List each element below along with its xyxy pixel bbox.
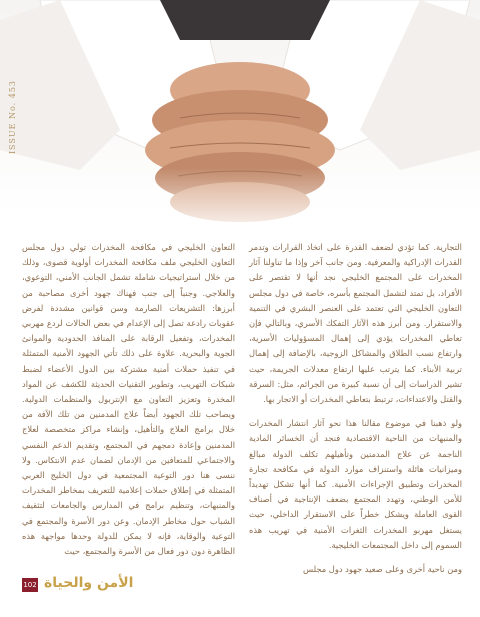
article-column-left [22, 240, 235, 568]
page-number-badge: 102 [22, 578, 38, 592]
issue-label: ISSUE No. 453 [8, 80, 17, 155]
magazine-logo-text: الأمن والحياة [44, 575, 134, 591]
hands-photo [0, 0, 480, 240]
paragraph: ومن ناحية أخرى وعلى صعيد جهود دول مجلس [303, 564, 462, 575]
stacked-hands-illustration [0, 0, 480, 240]
paragraph: ولو ذهبنا في موضوع مقالنا هذا نحو آثار انتشار المخدرات والمنبهات من الناحية الاقتصادية فنجد أن الخسائر المادية الناجمة عن علاج المدمنين وتأهيلهم تكلف الدولة مبالغ وميزانيات هائلة واستنزاف موارد الدولة في مكافحة تجارة المخدرات وتطبيق الإجراءات الأمنية. كما أنها تشكل تهديداً للأمن الوطني، وتهدد المجتمع بضعف الإنتاجية في أصناف القوى العاملة ويشكل خطراً على الاستقرار الداخلي، حيث يستغل مهربو المخدرات الثغرات الأمنية في تهريب هذه السموم إلى داخل المجتمعات الخليجية. [249, 418, 462, 550]
paragraph: التعاون الخليجي في مكافحة المخدرات تولي دول مجلس التعاون الخليجي ملف مكافحة المخدرات أولوية قصوى، وذلك من خلال استراتيجيات شاملة تشمل الجانب الأمني، التوعوي، والعلاجي. وجنباً إلى جنب فهناك جهود أخرى مصاحبة من أبرزها: التشريعات الصارمة وسن قوانين مشددة لفرض عقوبات رادعة تصل إلى الإعدام في بعض الحالات لردع مهربي المخدرات، وتفعيل الرقابة على المنافذ الحدودية والموانئ الجوية والبحرية. علاوة على ذلك تأتي الجهود الأمنية المتمثلة في تنفيذ حملات أمنية مشتركة بين الدول الأعضاء لضبط شبكات التهريب، وتطوير التقنيات الحديثة للكشف عن المواد المخدرة وتعزيز التعاون مع الإنتربول والمنظمات الدولية. ويصاحب تلك الجهود أيضاً علاج المدمنين من تلك الآفة من خلال برامج العلاج والتأهيل، وإنشاء مراكز متخصصة لعلاج المدمنين وإعادة دمجهم في المجتمع، وتقديم الدعم النفسي والاجتماعي للمتعافين من الإدمان لضمان عدم الانتكاس. ولا ننسى هنا دور التوعية المجتمعية في دول الخليج العربي المتمثلة في إطلاق حملات إعلامية للتعريف بمخاطر المخدرات والمنبهات، وتنظيم برامج في المدارس والجامعات لتثقيف الشباب حول مخاطر الإدمان. وعن دور الأسرة والمجتمع في التوعية والوقاية، فإنه لا يمكن للدولة وحدها مواجهة هذه الظاهرة دون دور فعال من الأسرة والمجتمع، حيث [22, 242, 235, 557]
paragraph: التجارية. كما تؤدي لضعف القدرة على اتخاذ القرارات وتدمر القدرات الإدراكية والمعرفية. ومن جانب آخر وإذا ما تناولنا آثار المخدرات على المجتمع الخليجي نجد أنها لا تقتصر على الأفراد، بل تمتد لتشمل المجتمع بأسره، خاصة في دول مجلس التعاون الخليجي التي تعتمد على العنصر البشري في التنمية والاستقرار. ومن أبرز هذه الآثار التفكك الأسري، وبالتالي فإن تعاطي المخدرات يؤدي إلى إهمال المسؤوليات الأسرية، وارتفاع نسب الطلاق والمشاكل الزوجية، بالإضافة إلى إهمال تربية الأبناء. كما يترتب عليها ارتفاع معدلات الجريمة، حيث تشير الدراسات إلى أن نسبة كبيرة من الجرائم، مثل: السرقة والقتل والاعتداءات، ترتبط بتعاطي المخدرات أو الاتجار بها. [249, 242, 462, 405]
article-body [22, 240, 462, 575]
page-footer [0, 575, 480, 605]
article-column-right [249, 240, 462, 586]
